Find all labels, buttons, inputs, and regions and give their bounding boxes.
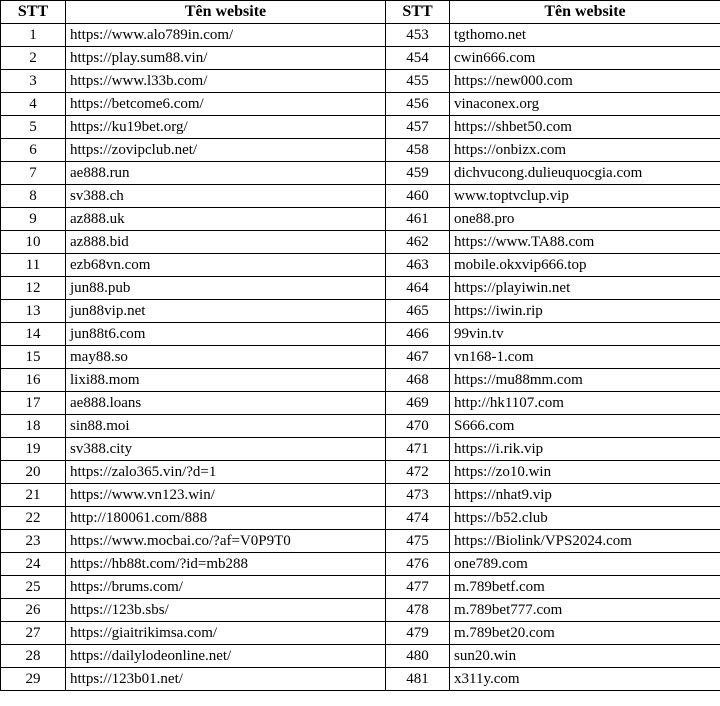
website-left-cell: http://180061.com/888 — [66, 507, 386, 530]
table-body — [1, 24, 720, 691]
stt-right-cell: 461 — [386, 208, 450, 231]
website-left-cell: https://www.mocbai.co/?af=V0P9T0 — [66, 530, 386, 553]
stt-left-cell: 10 — [1, 231, 66, 254]
stt-right-cell: 466 — [386, 323, 450, 346]
website-right-cell: https://b52.club — [450, 507, 720, 530]
stt-right-cell: 469 — [386, 392, 450, 415]
website-left-cell: jun88vip.net — [66, 300, 386, 323]
stt-left-cell: 4 — [1, 93, 66, 116]
stt-left-cell: 26 — [1, 599, 66, 622]
website-left-cell: https://www.alo789in.com/ — [66, 24, 386, 47]
stt-left-cell: 13 — [1, 300, 66, 323]
stt-left-cell: 6 — [1, 139, 66, 162]
stt-right-cell: 456 — [386, 93, 450, 116]
website-left-cell: may88.so — [66, 346, 386, 369]
website-left-cell: sv388.city — [66, 438, 386, 461]
stt-right-cell: 476 — [386, 553, 450, 576]
stt-right-cell: 463 — [386, 254, 450, 277]
stt-right-cell: 462 — [386, 231, 450, 254]
table-row — [1, 507, 720, 530]
table-row — [1, 484, 720, 507]
stt-right-cell: 459 — [386, 162, 450, 185]
table-row — [1, 346, 720, 369]
table-row — [1, 415, 720, 438]
stt-left-cell: 3 — [1, 70, 66, 93]
website-left-cell: https://www.l33b.com/ — [66, 70, 386, 93]
table-row — [1, 461, 720, 484]
table-row — [1, 93, 720, 116]
stt-right-cell: 465 — [386, 300, 450, 323]
website-left-cell: az888.bid — [66, 231, 386, 254]
stt-left-cell: 21 — [1, 484, 66, 507]
stt-left-cell: 1 — [1, 24, 66, 47]
website-right-cell: mobile.okxvip666.top — [450, 254, 720, 277]
stt-left-cell: 27 — [1, 622, 66, 645]
stt-right-cell: 458 — [386, 139, 450, 162]
table-row — [1, 392, 720, 415]
table-row — [1, 645, 720, 668]
website-right-cell: vn168-1.com — [450, 346, 720, 369]
stt-left-cell: 8 — [1, 185, 66, 208]
website-right-cell: https://Biolink/VPS2024.com — [450, 530, 720, 553]
stt-left-cell: 9 — [1, 208, 66, 231]
stt-right-cell: 467 — [386, 346, 450, 369]
stt-left-cell: 2 — [1, 47, 66, 70]
website-right-cell: tgthomo.net — [450, 24, 720, 47]
stt-left-cell: 19 — [1, 438, 66, 461]
stt-left-cell: 29 — [1, 668, 66, 691]
table-row — [1, 185, 720, 208]
stt-left-cell: 14 — [1, 323, 66, 346]
stt-right-cell: 477 — [386, 576, 450, 599]
table-row — [1, 668, 720, 691]
website-left-cell: https://zalo365.vin/?d=1 — [66, 461, 386, 484]
stt-left-cell: 16 — [1, 369, 66, 392]
stt-right-cell: 475 — [386, 530, 450, 553]
website-left-cell: https://123b01.net/ — [66, 668, 386, 691]
table-row — [1, 208, 720, 231]
website-right-cell: https://iwin.rip — [450, 300, 720, 323]
table-header-row — [1, 1, 720, 24]
website-left-cell: sin88.moi — [66, 415, 386, 438]
stt-left-cell: 18 — [1, 415, 66, 438]
table-row — [1, 116, 720, 139]
website-right-cell: https://mu88mm.com — [450, 369, 720, 392]
stt-right-cell: 470 — [386, 415, 450, 438]
header-website-right: Tên website — [450, 1, 720, 24]
stt-left-cell: 7 — [1, 162, 66, 185]
website-left-cell: lixi88.mom — [66, 369, 386, 392]
stt-left-cell: 25 — [1, 576, 66, 599]
stt-left-cell: 23 — [1, 530, 66, 553]
stt-right-cell: 457 — [386, 116, 450, 139]
table-row — [1, 369, 720, 392]
website-right-cell: http://hk1107.com — [450, 392, 720, 415]
website-left-cell: https://www.vn123.win/ — [66, 484, 386, 507]
table-row — [1, 162, 720, 185]
website-left-cell: https://play.sum88.vin/ — [66, 47, 386, 70]
website-right-cell: one789.com — [450, 553, 720, 576]
website-left-cell: ae888.run — [66, 162, 386, 185]
stt-right-cell: 479 — [386, 622, 450, 645]
stt-right-cell: 480 — [386, 645, 450, 668]
table-row — [1, 323, 720, 346]
website-right-cell: https://nhat9.vip — [450, 484, 720, 507]
website-right-cell: m.789bet777.com — [450, 599, 720, 622]
website-right-cell: m.789betf.com — [450, 576, 720, 599]
stt-right-cell: 464 — [386, 277, 450, 300]
table-row — [1, 530, 720, 553]
website-right-cell: one88.pro — [450, 208, 720, 231]
website-right-cell: vinaconex.org — [450, 93, 720, 116]
table-row — [1, 599, 720, 622]
website-left-cell: jun88t6.com — [66, 323, 386, 346]
table-row — [1, 576, 720, 599]
website-right-cell: x311y.com — [450, 668, 720, 691]
header-stt-left: STT — [1, 1, 66, 24]
website-right-cell: https://new000.com — [450, 70, 720, 93]
table-row — [1, 277, 720, 300]
table-row — [1, 622, 720, 645]
stt-left-cell: 24 — [1, 553, 66, 576]
stt-right-cell: 460 — [386, 185, 450, 208]
stt-left-cell: 17 — [1, 392, 66, 415]
website-left-cell: az888.uk — [66, 208, 386, 231]
table-row — [1, 300, 720, 323]
website-right-cell: https://shbet50.com — [450, 116, 720, 139]
header-website-left: Tên website — [66, 1, 386, 24]
table-row — [1, 24, 720, 47]
stt-right-cell: 481 — [386, 668, 450, 691]
website-left-cell: https://123b.sbs/ — [66, 599, 386, 622]
table-row — [1, 47, 720, 70]
website-left-cell: https://brums.com/ — [66, 576, 386, 599]
stt-right-cell: 472 — [386, 461, 450, 484]
stt-right-cell: 474 — [386, 507, 450, 530]
website-right-cell: www.toptvclup.vip — [450, 185, 720, 208]
stt-left-cell: 20 — [1, 461, 66, 484]
website-right-cell: dichvucong.dulieuquocgia.com — [450, 162, 720, 185]
website-left-cell: https://dailylodeonline.net/ — [66, 645, 386, 668]
website-left-cell: https://ku19bet.org/ — [66, 116, 386, 139]
website-left-cell: https://zovipclub.net/ — [66, 139, 386, 162]
website-right-cell: sun20.win — [450, 645, 720, 668]
website-right-cell: cwin666.com — [450, 47, 720, 70]
stt-right-cell: 478 — [386, 599, 450, 622]
stt-left-cell: 15 — [1, 346, 66, 369]
website-left-cell: jun88.pub — [66, 277, 386, 300]
stt-right-cell: 453 — [386, 24, 450, 47]
stt-left-cell: 22 — [1, 507, 66, 530]
website-right-cell: 99vin.tv — [450, 323, 720, 346]
website-right-cell: https://onbizx.com — [450, 139, 720, 162]
website-left-cell: https://giaitrikimsa.com/ — [66, 622, 386, 645]
website-left-cell: ezb68vn.com — [66, 254, 386, 277]
stt-left-cell: 12 — [1, 277, 66, 300]
stt-left-cell: 11 — [1, 254, 66, 277]
website-right-cell: https://zo10.win — [450, 461, 720, 484]
website-right-cell: https://playiwin.net — [450, 277, 720, 300]
stt-left-cell: 28 — [1, 645, 66, 668]
header-stt-right: STT — [386, 1, 450, 24]
stt-left-cell: 5 — [1, 116, 66, 139]
website-left-cell: https://betcome6.com/ — [66, 93, 386, 116]
table-row — [1, 254, 720, 277]
stt-right-cell: 473 — [386, 484, 450, 507]
table-row — [1, 139, 720, 162]
website-right-cell: https://i.rik.vip — [450, 438, 720, 461]
website-right-cell: https://www.TA88.com — [450, 231, 720, 254]
stt-right-cell: 471 — [386, 438, 450, 461]
website-right-cell: m.789bet20.com — [450, 622, 720, 645]
table-row — [1, 70, 720, 93]
table-row — [1, 438, 720, 461]
website-left-cell: ae888.loans — [66, 392, 386, 415]
stt-right-cell: 454 — [386, 47, 450, 70]
website-left-cell: sv388.ch — [66, 185, 386, 208]
table-row — [1, 231, 720, 254]
website-left-cell: https://hb88t.com/?id=mb288 — [66, 553, 386, 576]
stt-right-cell: 455 — [386, 70, 450, 93]
website-right-cell: S666.com — [450, 415, 720, 438]
stt-right-cell: 468 — [386, 369, 450, 392]
table-row — [1, 553, 720, 576]
